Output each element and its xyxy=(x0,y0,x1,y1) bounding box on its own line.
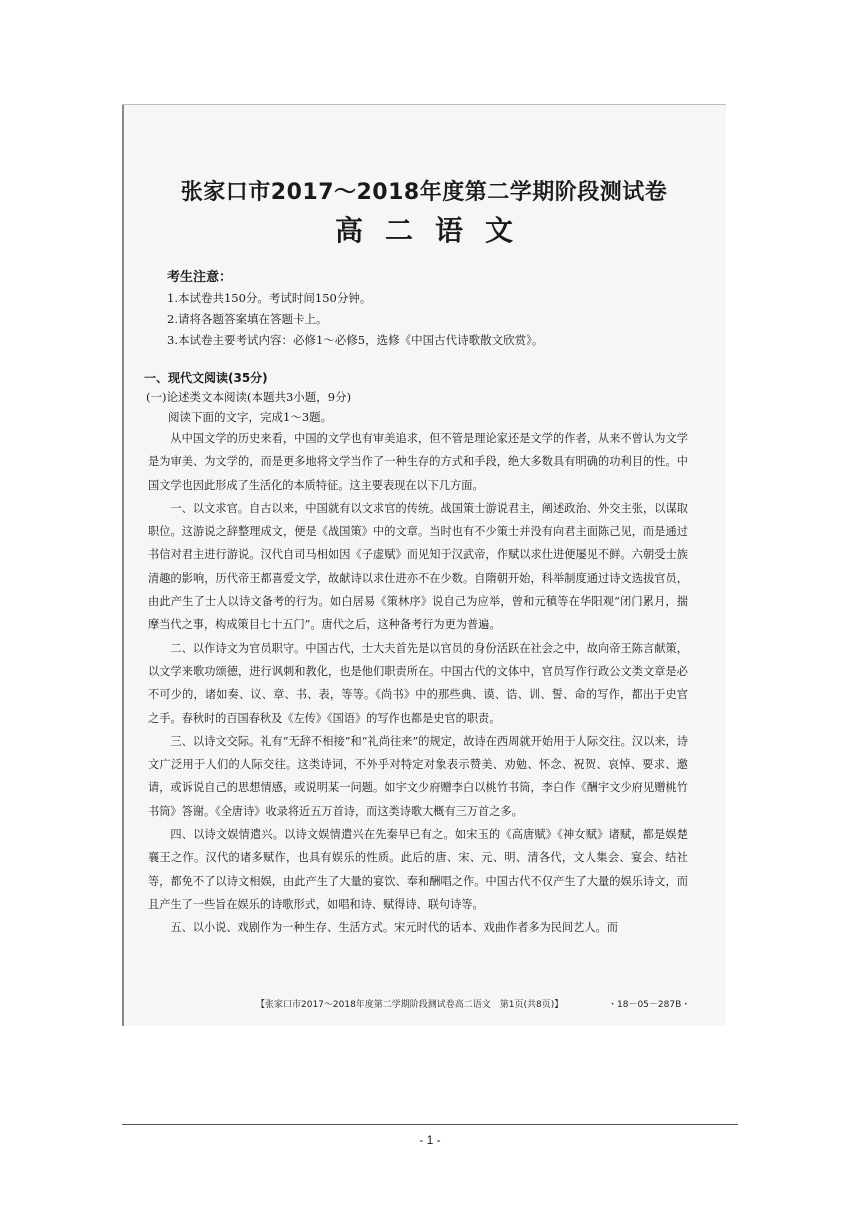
notice-heading: 考生注意： xyxy=(167,270,233,285)
candidate-notice xyxy=(167,267,543,351)
exam-subject: 高二语文 xyxy=(334,214,535,247)
notice-item: 2.请将各题答案填在答题卡上。 xyxy=(167,312,328,326)
passage-paragraph: 四、以诗文娱情遣兴。以诗文娱情遣兴在先秦早已有之。如宋玉的《高唐赋》《神女赋》诸赋，都是娱楚襄王之作。汉代的诸多赋作，也具有娱乐的性质。此后的唐、宋、元、明、清各代，文人集会、宴会、结社等，都免不了以诗文相娱，由此产生了大量的宴饮、奉和酬唱之作。中国古代不仅产生了大量的娱乐诗文，而且产生了一些旨在娱乐的诗歌形式，如唱和诗、赋得诗、联句诗等。 xyxy=(148,828,688,911)
scan-footer-text: 【张家口市2017～2018年度第二学期阶段测试卷高二语文 第1页(共8页)】 xyxy=(256,1000,564,1010)
bottom-rule xyxy=(122,1124,738,1125)
notice-item: 1.本试卷共150分。考试时间150分钟。 xyxy=(167,291,372,305)
section-subtitle: (一)论述类文本阅读(本题共3小题，9分) xyxy=(146,390,352,404)
exam-title: 张家口市2017～2018年度第二学期阶段测试卷 xyxy=(180,180,668,205)
section-title: 一、现代文阅读(35分) xyxy=(144,371,268,385)
passage-paragraph: 一、以文求官。自古以来，中国就有以文求官的传统。战国策士游说君主，阐述政治、外交主张，以谋取职位。这游说之辞整理成文，便是《战国策》中的文章。当时也有不少策士并没有向君主面陈己见，而是通过书信对君主进行游说。汉代自司马相如因《子虚赋》而见知于汉武帝，作赋以求仕进便屡见不鲜。六朝受士族清趣的影响，历代帝王都喜爱文学，故献诗以求仕进亦不在少数。自隋朝开始，科举制度通过诗文选拔官员，由此产生了士人以诗文备考的行为。如白居易《策林序》说自己为应举，曾和元稹等在华阳观“闭门累月，揣摩当代之事，构成策目七十五门”。唐代之后，这种备考行为更为普遍。 xyxy=(148,501,688,632)
passage-body xyxy=(148,427,688,940)
passage-paragraph: 从中国文学的历史来看，中国的文学也有审美追求，但不管是理论家还是文学的作者，从来不曾认为文学是为审美、为文学的，而是更多地将文学当作了一种生存的方式和手段，绝大多数具有明确的功利目的性。中国文学也因此形成了生活化的本质特征。这主要表现在以下几方面。 xyxy=(148,432,688,492)
passage-paragraph: 二、以作诗文为官员职守。中国古代，士大夫首先是以官员的身份活跃在社会之中，故向帝王陈言献策，以文学来歌功颂德，进行讽刺和教化，也是他们职责所在。中国古代的文体中，官员写作行政公文类文章是必不可少的，诸如奏、议、章、书、表，等等。《尚书》中的那些典、谟、诰、训、誓、命的写作，都出于史官之手。春秋时的百国春秋及《左传》《国语》的写作也都是史官的职责。 xyxy=(148,641,688,725)
scan-edge xyxy=(122,105,124,1026)
passage-paragraph: 三、以诗文交际。礼有“无辞不相接”和“礼尚往来”的规定，故诗在西周就开始用于人际交往。汉以来，诗文广泛用于人们的人际交往。这类诗词，不外乎对特定对象表示赞美、劝勉、怀念、祝贺、哀悼、要求、邀请，或诉说自己的思想情感，或说明某一问题。如宇文少府赠李白以桃竹书筒，李白作《酬宇文少府见赠桃竹书筒》答谢。《全唐诗》收录将近五万首诗，而这类诗歌大概有三万首之多。 xyxy=(148,734,688,818)
passage-paragraph: 五、以小说、戏剧作为一种生存、生活方式。宋元时代的话本、戏曲作者多为民间艺人。而 xyxy=(170,921,618,935)
notice-item: 3.本试卷主要考试内容：必修1～必修5，选修《中国古代诗歌散文欣赏》。 xyxy=(167,333,544,347)
reading-instruction: 阅读下面的文字，完成1～3题。 xyxy=(168,410,333,424)
scan-footer-code: ・18－05－287B・ xyxy=(608,1000,691,1010)
page-number: - 1 - xyxy=(419,1133,441,1147)
scanned-page xyxy=(122,105,726,1026)
